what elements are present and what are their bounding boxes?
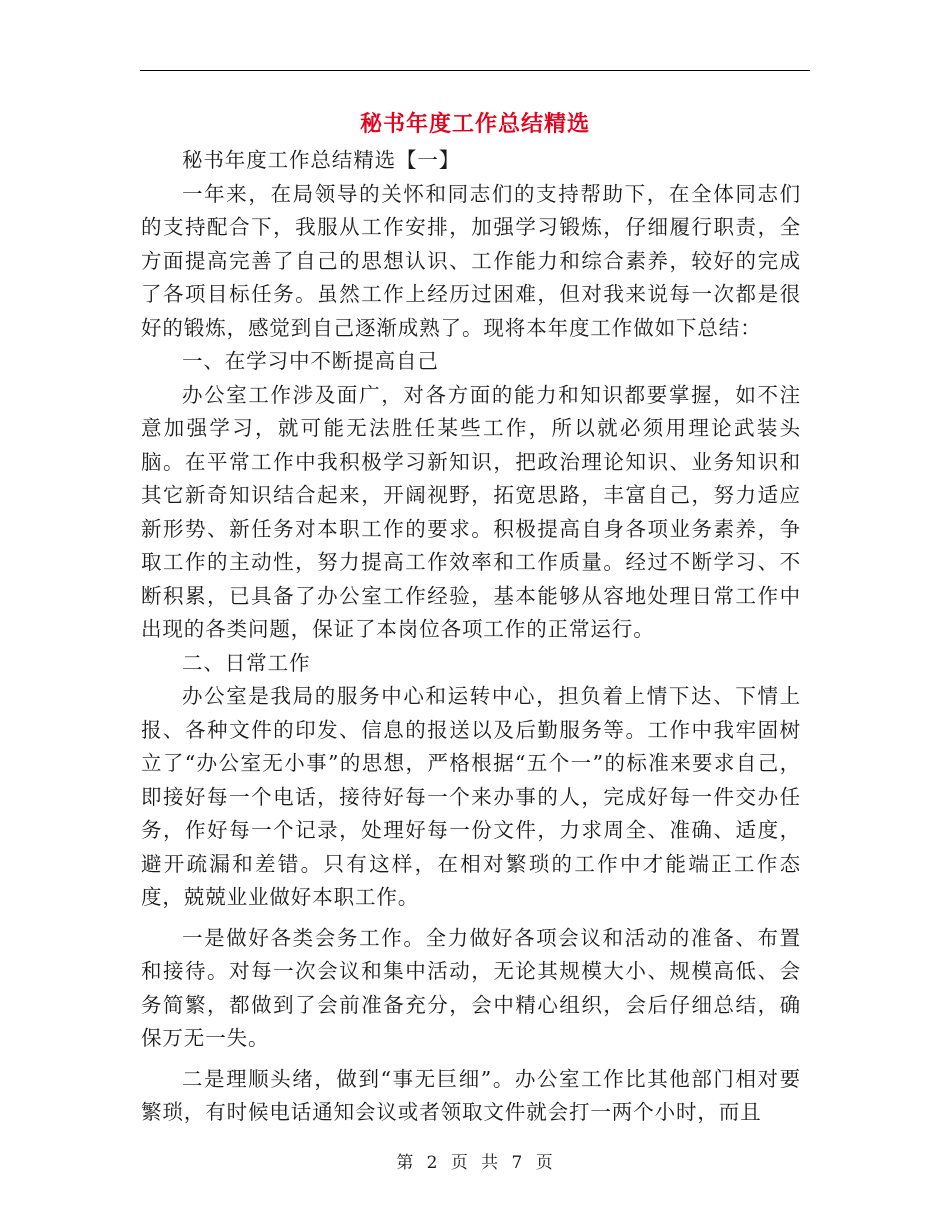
subsection-heading-study: 一、在学习中不断提高自己 [182, 349, 439, 373]
total-label: 共 [481, 1153, 500, 1173]
subsection-heading-daily-work: 二、日常工作 [182, 650, 311, 675]
page-label: 第 [396, 1153, 415, 1173]
header-rule [140, 70, 810, 71]
document-title: 秘书年度工作总结精选 [359, 112, 590, 137]
paragraph-details: 二是理顺头绪，做到“事无巨细”。办公室工作比其他部门相对要繁琐，有时候电话通知会议或者领取文件就会打一两个小时，而且 [141, 1066, 801, 1124]
paragraph-intro: 一年来，在局领导的关怀和同志们的支持帮助下，在全体同志们的支持配合下，我服从工作安排，加强学习锻炼，仔细履行职责，全方面提高完善了自己的思想认识、工作能力和综合素养，较好的完成了各项目标任务。虽然工作上经历过困难，但对我来说每一次都是很好的锻炼，感觉到自己逐渐成熟了。现将本年度工作做如下总结： [141, 181, 801, 340]
section-heading: 秘书年度工作总结精选【一】 [182, 148, 461, 172]
paragraph-daily-work: 办公室是我局的服务中心和运转中心，担负着上情下达、下情上报、各种文件的印发、信息的报送以及后勤服务等。工作中我牢固树立了“办公室无小事”的思想，严格根据“五个一”的标准来要求自己，即接好每一个电话，接待好每一个来办事的人，完成好每一件交办任务，作好每一个记录，处理好每一份文件，力求周全、准确、适度，避开疏漏和差错。只有这样，在相对繁琐的工作中才能端正工作态度，兢兢业业做好本职工作。 [141, 684, 801, 909]
paragraph-study: 办公室工作涉及面广，对各方面的能力和知识都要掌握，如不注意加强学习，就可能无法胜任某些工作，所以就必须用理论武装头脑。在平常工作中我积极学习新知识，把政治理论知识、业务知识和其它新奇知识结合起来，开阔视野，拓宽思路，丰富自己，努力适应新形势、新任务对本职工作的要求。积极提高自身各项业务素养，争取工作的主动性，努力提高工作效率和工作质量。经过不断学习、不断积累，已具备了办公室工作经验，基本能够从容地处理日常工作中出现的各类问题，保证了本岗位各项工作的正常运行。 [141, 382, 801, 641]
document-body [141, 144, 801, 1130]
page-number-footer [0, 1150, 950, 1176]
page-unit-label: 页 [450, 1153, 469, 1173]
paragraph-meetings: 一是做好各类会务工作。全力做好各项会议和活动的准备、布置和接待。对每一次会议和集中活动，无论其规模大小、规模高低、会务简繁，都做到了会前准备充分，会中精心组织，会后仔细总结，确保万无一失。 [141, 925, 801, 1050]
current-page-number: 2 [426, 1153, 439, 1173]
total-unit-label: 页 [535, 1153, 554, 1173]
total-page-count: 7 [511, 1153, 524, 1173]
